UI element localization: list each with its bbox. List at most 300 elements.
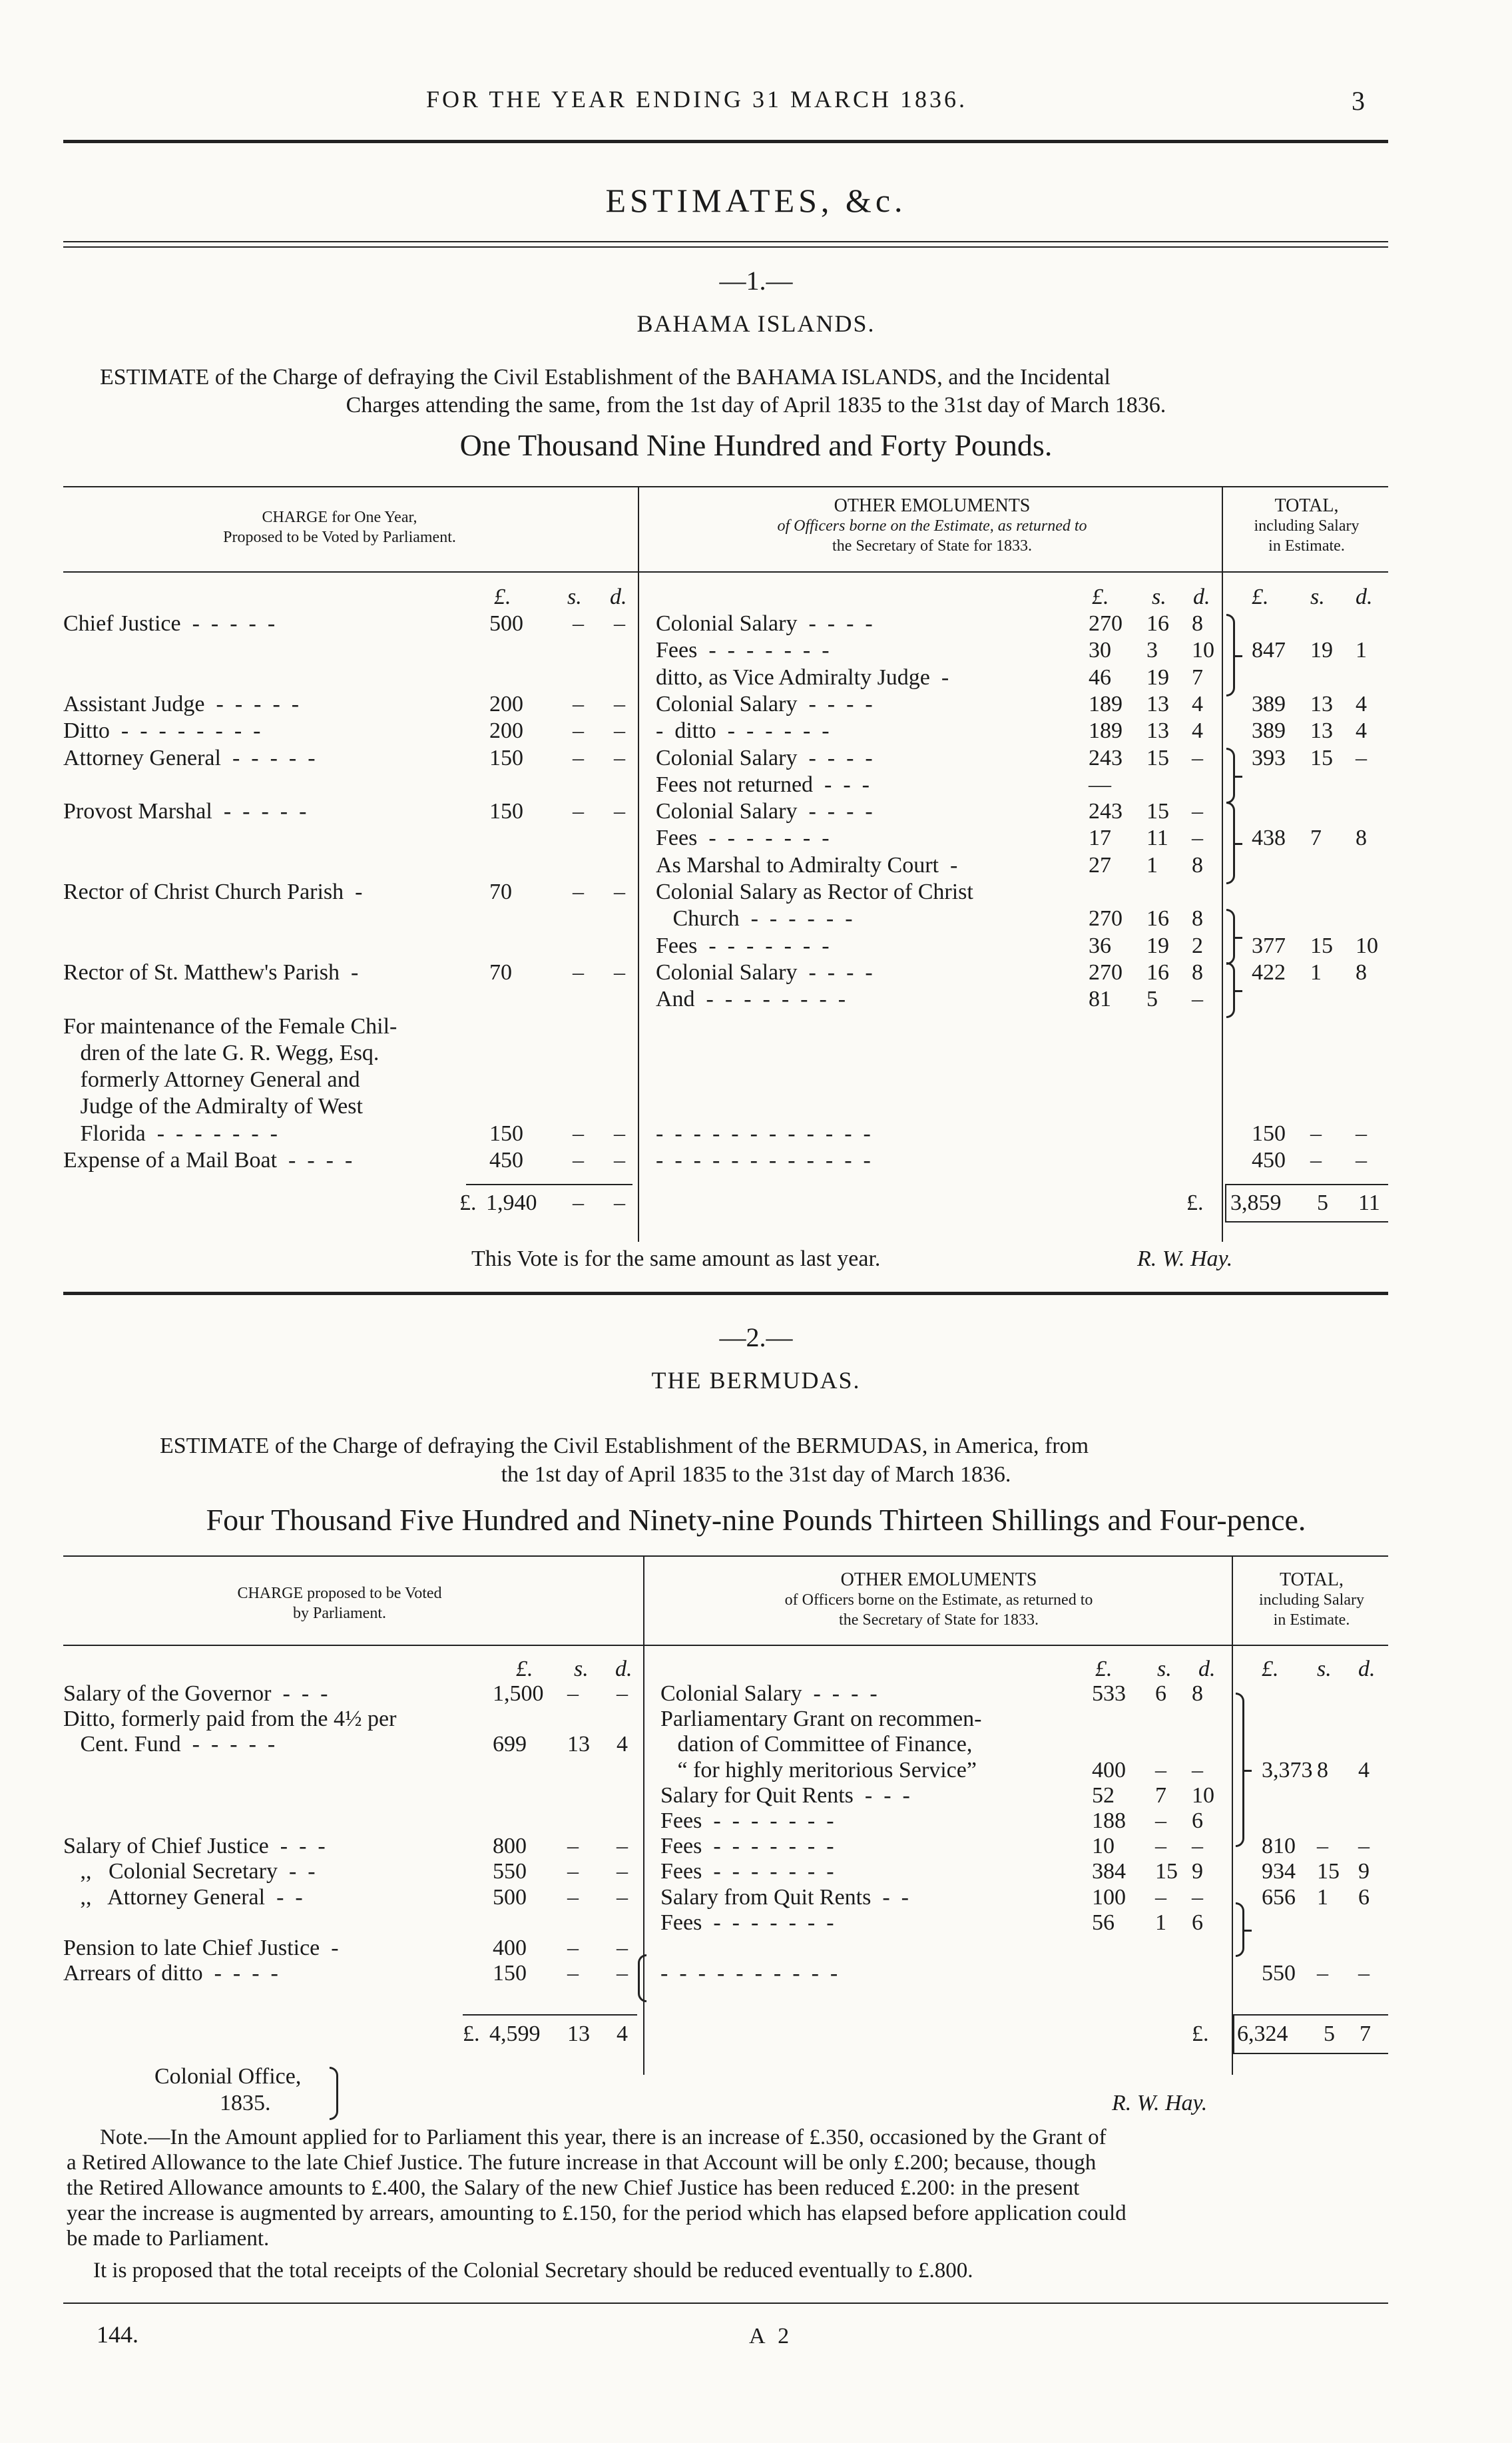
- emolument-pence: 2: [1192, 933, 1203, 958]
- total-pence: –: [1358, 1961, 1370, 1986]
- s2-unit-pence: d.: [615, 1657, 632, 1681]
- table-row: [0, 1885, 1512, 1912]
- emolument-pounds: 243: [1089, 745, 1123, 770]
- table-row: [0, 611, 1512, 638]
- section2-estimate-line2: the 1st day of April 1835 to the 31st day of March 1836.: [501, 1462, 1011, 1487]
- emolument-pounds: —: [1089, 772, 1111, 797]
- s2-unit-pence-2: d.: [1198, 1657, 1216, 1681]
- s1-emol-header: [666, 496, 1198, 556]
- emolument-shillings: 19: [1146, 933, 1169, 958]
- emolument-label: - ditto - - - - - -: [656, 718, 830, 744]
- charge-pence: –: [614, 611, 625, 636]
- s1-emol-header-l2: of Officers borne on the Estimate, as returned to: [777, 517, 1087, 535]
- table-row: [0, 960, 1512, 987]
- s2-total-header-l3: in Estimate.: [1273, 1611, 1350, 1629]
- emolument-label: Fees - - - - - - -: [660, 1910, 834, 1935]
- charge-pence: –: [614, 691, 625, 716]
- emolument-label: Fees - - - - - - -: [656, 826, 830, 851]
- total-shillings: 1: [1317, 1884, 1328, 1910]
- s1-total-rule-all: [1225, 1184, 1388, 1185]
- table-row: [0, 718, 1512, 745]
- charge-pence: –: [617, 1961, 628, 1986]
- total-pounds: 656: [1262, 1884, 1296, 1910]
- emolument-shillings: 11: [1146, 826, 1168, 851]
- total-pounds: 393: [1252, 745, 1286, 770]
- s2-unit-pound-3: £.: [1262, 1657, 1279, 1681]
- title-rule-2: [63, 246, 1388, 248]
- s1-total-header-l2: including Salary: [1254, 517, 1360, 535]
- emolument-pounds: 36: [1089, 933, 1111, 958]
- charge-shillings: –: [567, 1681, 579, 1706]
- emolument-pounds: 400: [1092, 1757, 1126, 1782]
- row-label: Rector of St. Matthew's Parish -: [63, 959, 359, 985]
- charge-pounds: 699: [493, 1732, 527, 1757]
- s1-emol-header-l1: OTHER EMOLUMENTS: [834, 495, 1031, 516]
- total-shillings: 15: [1310, 933, 1333, 958]
- emolument-shillings: 16: [1146, 959, 1169, 985]
- emolument-pence: 8: [1192, 959, 1203, 985]
- table-row: [0, 746, 1512, 772]
- emolument-label: Fees - - - - - - -: [660, 1859, 834, 1884]
- s2-emol-header-l1: OTHER EMOLUMENTS: [840, 1569, 1037, 1590]
- table-row: [0, 1936, 1512, 1962]
- emolument-pence: 6: [1192, 1808, 1203, 1833]
- total-pounds: 3,373: [1262, 1757, 1313, 1782]
- s1-charge-header-l1: CHARGE for One Year,: [262, 509, 417, 526]
- emolument-pounds: 52: [1092, 1782, 1115, 1808]
- emolument-shillings: 15: [1146, 745, 1169, 770]
- s1-charge-header: [133, 507, 546, 547]
- s2-emol-header-l2: of Officers borne on the Estimate, as returned to: [784, 1591, 1093, 1609]
- table-row: [0, 1910, 1512, 1937]
- table-row: [0, 880, 1512, 906]
- emolument-shillings: 16: [1146, 906, 1169, 932]
- emolument-label: - - - - - - - - - -: [660, 1961, 838, 1986]
- s2-header-bottom-rule: [63, 1645, 1388, 1646]
- s1-unit-shilling-3: s.: [1310, 585, 1325, 609]
- s1-bottom-rule: [63, 1292, 1388, 1295]
- emolument-pence: 4: [1192, 718, 1203, 744]
- s2-charge-header-l1: CHARGE proposed to be Voted: [237, 1585, 442, 1602]
- emolument-shillings: 1: [1155, 1910, 1166, 1935]
- row-label: Attorney General - - - - -: [63, 745, 316, 770]
- s2-office-brace: [330, 2067, 338, 2120]
- charge-pence: –: [617, 1859, 628, 1884]
- emolument-label: Colonial Salary as Rector of Christ: [656, 880, 973, 904]
- charge-shillings: 13: [567, 1732, 590, 1757]
- emolument-pounds: 188: [1092, 1808, 1126, 1833]
- charge-pence: –: [617, 1834, 628, 1859]
- charge-pounds: 70: [489, 880, 512, 904]
- total-shillings: 19: [1310, 638, 1333, 663]
- s2-total-rule-all: [1233, 2014, 1388, 2016]
- total-shillings: –: [1317, 1961, 1328, 1986]
- s1-total-charge-prefix: £.: [459, 1191, 477, 1215]
- s2-total-charge-prefix: £.: [463, 2022, 480, 2046]
- s1-unit-shilling-2: s.: [1152, 585, 1166, 609]
- row-label: Florida - - - - - - -: [63, 1121, 278, 1146]
- s2-table-top-rule: [63, 1555, 1388, 1557]
- total-pounds: 422: [1252, 959, 1286, 985]
- emolument-label: Fees - - - - - - -: [656, 933, 830, 958]
- s1-total-all-box-bottom: [1225, 1221, 1388, 1222]
- emolument-pence: 7: [1192, 665, 1203, 690]
- emolument-pence: –: [1192, 826, 1203, 851]
- emolument-label: As Marshal to Admiralty Court -: [656, 852, 958, 878]
- emolument-label: Parliamentary Grant on recommen-: [660, 1707, 982, 1732]
- section1-amount-words: One Thousand Nine Hundred and Forty Pounds.: [459, 428, 1053, 462]
- emolument-shillings: –: [1155, 1834, 1166, 1859]
- total-shillings: 13: [1310, 691, 1333, 716]
- emolument-pence: 6: [1192, 1910, 1203, 1935]
- total-shillings: 15: [1317, 1859, 1340, 1884]
- s1-total-all-l: 3,859: [1230, 1191, 1282, 1215]
- emolument-label: Colonial Salary - - - -: [656, 691, 873, 716]
- emolument-pence: 9: [1192, 1859, 1203, 1884]
- table-row: [0, 906, 1512, 933]
- table-row: [0, 772, 1512, 799]
- charge-pence: 4: [617, 1732, 628, 1757]
- charge-pence: –: [617, 1936, 628, 1960]
- total-pounds: 150: [1252, 1121, 1286, 1146]
- head-rule: [63, 140, 1388, 143]
- row-label: Ditto - - - - - - - -: [63, 718, 261, 744]
- table-row: [0, 1681, 1512, 1708]
- emolument-pounds: 243: [1089, 799, 1123, 824]
- emolument-label: Colonial Salary - - - -: [656, 745, 873, 770]
- s1-unit-pound-2: £.: [1092, 585, 1109, 609]
- s1-header-bottom-rule: [63, 571, 1388, 573]
- emolument-pence: 10: [1192, 638, 1214, 663]
- total-pence: –: [1356, 1148, 1367, 1173]
- total-pounds: 377: [1252, 933, 1286, 958]
- running-head: FOR THE YEAR ENDING 31 MARCH 1836.: [426, 86, 968, 113]
- s1-units-row: [0, 585, 1512, 611]
- s1-brace: [1226, 802, 1235, 884]
- table-row: [0, 1707, 1512, 1733]
- total-shillings: –: [1310, 1148, 1322, 1173]
- total-pounds: 847: [1252, 638, 1286, 663]
- emolument-pounds: 27: [1089, 852, 1111, 878]
- s2-note-line6: It is proposed that the total receipts of the Colonial Secretary should be reduced eventually to £.800.: [93, 2259, 973, 2283]
- charge-pounds: 150: [489, 799, 523, 824]
- table-row: [0, 1808, 1512, 1835]
- total-pence: –: [1358, 1834, 1370, 1859]
- total-shillings: 7: [1310, 826, 1322, 851]
- s2-unit-pence-3: d.: [1358, 1657, 1376, 1681]
- total-pence: 9: [1358, 1859, 1370, 1884]
- s2-emol-header-l3: the Secretary of State for 1833.: [839, 1611, 1039, 1629]
- s1-total-row: [0, 1191, 1512, 1217]
- total-shillings: 13: [1310, 718, 1333, 744]
- charge-shillings: –: [567, 1859, 579, 1884]
- row-label: ,, Colonial Secretary - -: [63, 1859, 316, 1884]
- charge-shillings: –: [573, 1121, 584, 1146]
- row-label: Chief Justice - - - - -: [63, 611, 276, 636]
- s1-total-rule-charge: [466, 1184, 632, 1185]
- s1-total-header-l3: in Estimate.: [1268, 537, 1345, 555]
- row-label: Assistant Judge - - - - -: [63, 691, 300, 716]
- emolument-pounds: 100: [1092, 1884, 1126, 1910]
- emolument-pence: –: [1192, 1884, 1203, 1910]
- emolument-shillings: 1: [1146, 852, 1158, 878]
- row-label: dren of the late G. R. Wegg, Esq.: [63, 1040, 379, 1065]
- s2-note-line5: be made to Parliament.: [67, 2227, 270, 2251]
- total-pounds: 389: [1252, 718, 1286, 744]
- footer-center: A 2: [749, 2324, 794, 2348]
- charge-shillings: –: [573, 611, 584, 636]
- emolument-label: Colonial Salary - - - -: [656, 959, 873, 985]
- s1-total-all-d: 11: [1358, 1191, 1380, 1215]
- charge-shillings: –: [573, 959, 584, 985]
- s2-total-header: [1235, 1570, 1388, 1630]
- table-row: [0, 853, 1512, 880]
- page-title: ESTIMATES, &c.: [605, 182, 907, 219]
- emolument-pounds: 189: [1089, 691, 1123, 716]
- emolument-label: Fees not returned - - -: [656, 772, 870, 797]
- emolument-pence: –: [1192, 987, 1203, 1012]
- table-row: [0, 826, 1512, 852]
- total-pounds: 810: [1262, 1834, 1296, 1859]
- emolument-pence: 8: [1192, 611, 1203, 636]
- table-row: [0, 1148, 1512, 1175]
- row-label: ,, Attorney General - -: [63, 1884, 303, 1910]
- s2-unit-pound-2: £.: [1095, 1657, 1113, 1681]
- charge-pence: –: [617, 1681, 628, 1706]
- charge-pence: –: [617, 1884, 628, 1910]
- section1-estimate-line1: ESTIMATE of the Charge of defraying the Civil Establishment of the BAHAMA ISLANDS, and the Incidental: [100, 365, 1111, 390]
- section1-heading: BAHAMA ISLANDS.: [636, 310, 876, 337]
- emolument-shillings: 5: [1146, 987, 1158, 1012]
- emolument-shillings: 13: [1146, 691, 1169, 716]
- emolument-pounds: 46: [1089, 665, 1111, 690]
- s1-unit-pound: £.: [494, 585, 511, 609]
- emolument-label: Church - - - - - -: [656, 906, 853, 932]
- emolument-shillings: –: [1155, 1757, 1166, 1782]
- s1-unit-shilling: s.: [567, 585, 582, 609]
- total-shillings: 15: [1310, 745, 1333, 770]
- emolument-pounds: 81: [1089, 987, 1111, 1012]
- s2-note-line4: year the increase is augmented by arrears, amounting to £.150, for the period which has elapsed before application could: [67, 2201, 1127, 2225]
- s1-unit-pence: d.: [610, 585, 627, 609]
- s1-signature: R. W. Hay.: [1137, 1246, 1233, 1271]
- footer-left: 144.: [97, 2321, 138, 2348]
- emolument-shillings: –: [1155, 1808, 1166, 1833]
- emolument-shillings: 16: [1146, 611, 1169, 636]
- emolument-label: Colonial Salary - - - -: [656, 611, 873, 636]
- row-label: formerly Attorney General and: [63, 1067, 360, 1093]
- table-row: [0, 799, 1512, 826]
- total-shillings: 1: [1310, 959, 1322, 985]
- charge-pounds: 200: [489, 718, 523, 744]
- total-pence: 6: [1358, 1884, 1370, 1910]
- charge-pence: –: [614, 799, 625, 824]
- s1-brace: [1226, 909, 1235, 965]
- section2-estimate-line1: ESTIMATE of the Charge of defraying the Civil Establishment of the BERMUDAS, in America, from: [160, 1434, 1089, 1458]
- emolument-label: - - - - - - - - - - - -: [656, 1121, 871, 1146]
- s1-vote-note: This Vote is for the same amount as last year.: [471, 1246, 881, 1271]
- total-shillings: 8: [1317, 1757, 1328, 1782]
- table-row: [0, 1961, 1512, 1988]
- emolument-pence: –: [1192, 1834, 1203, 1859]
- emolument-pounds: 30: [1089, 638, 1111, 663]
- emolument-pence: 10: [1192, 1782, 1214, 1808]
- charge-pounds: 500: [489, 611, 523, 636]
- emolument-pence: 8: [1192, 906, 1203, 932]
- s1-emol-header-l3: the Secretary of State for 1833.: [832, 537, 1032, 555]
- total-shillings: –: [1317, 1834, 1328, 1859]
- s2-unit-shilling-2: s.: [1157, 1657, 1172, 1681]
- emolument-shillings: 3: [1146, 638, 1158, 663]
- table-row: [0, 1783, 1512, 1810]
- row-label: Expense of a Mail Boat - - - -: [63, 1148, 353, 1173]
- table-row: [0, 1859, 1512, 1886]
- charge-pence: –: [614, 959, 625, 985]
- charge-pence: –: [614, 718, 625, 744]
- emolument-pence: –: [1192, 799, 1203, 824]
- table-row: [0, 638, 1512, 665]
- table-row: [0, 1121, 1512, 1148]
- charge-pounds: 1,500: [493, 1681, 544, 1706]
- table-row: [0, 1834, 1512, 1860]
- row-label: Provost Marshal - - - - -: [63, 799, 307, 824]
- emolument-label: And - - - - - - - -: [656, 987, 846, 1012]
- table-row: [0, 1758, 1512, 1784]
- s1-total-header: [1225, 496, 1388, 556]
- s2-charge-header: [133, 1583, 546, 1623]
- total-pence: 10: [1356, 933, 1378, 958]
- s2-unit-pound: £.: [516, 1657, 533, 1681]
- charge-pounds: 150: [493, 1961, 527, 1986]
- s1-total-charge-l: 1,940: [486, 1191, 537, 1215]
- s1-unit-pence-2: d.: [1193, 585, 1210, 609]
- emolument-shillings: 13: [1146, 718, 1169, 744]
- charge-pounds: 800: [493, 1834, 527, 1859]
- charge-pence: –: [614, 745, 625, 770]
- s1-total-header-l1: TOTAL,: [1274, 495, 1339, 516]
- emolument-pounds: 189: [1089, 718, 1123, 744]
- total-pence: –: [1356, 745, 1367, 770]
- total-pounds: 450: [1252, 1148, 1286, 1173]
- s2-unit-shilling-3: s.: [1317, 1657, 1332, 1681]
- s2-total-charge-s: 13: [567, 2022, 590, 2046]
- s1-unit-pound-3: £.: [1252, 585, 1269, 609]
- charge-shillings: –: [573, 691, 584, 716]
- emolument-pence: –: [1192, 1757, 1203, 1782]
- row-label: Cent. Fund - - - - -: [63, 1732, 276, 1757]
- s1-total-charge-s: –: [573, 1191, 584, 1215]
- charge-pounds: 450: [489, 1148, 523, 1173]
- table-row: [0, 987, 1512, 1013]
- row-label: Pension to late Chief Justice -: [63, 1936, 339, 1960]
- emolument-pounds: 533: [1092, 1681, 1126, 1706]
- emolument-label: “ for highly meritorious Service”: [660, 1757, 977, 1782]
- total-shillings: –: [1310, 1121, 1322, 1146]
- table-row: [0, 1041, 1512, 1067]
- s2-note-line1: Note.—In the Amount applied for to Parliament this year, there is an increase of £.350, occasioned by the Grant of: [100, 2125, 1107, 2149]
- table-row: [0, 1014, 1512, 1041]
- row-label: Arrears of ditto - - - -: [63, 1961, 278, 1986]
- total-pence: 4: [1356, 718, 1367, 744]
- s2-total-row: [0, 2022, 1512, 2048]
- row-label: Salary of Chief Justice - - -: [63, 1834, 326, 1859]
- charge-shillings: –: [567, 1884, 579, 1910]
- emolument-shillings: 15: [1146, 799, 1169, 824]
- table-row: [0, 692, 1512, 718]
- s2-total-charge-l: 4,599: [489, 2022, 541, 2046]
- section2-amount-words: Four Thousand Five Hundred and Ninety-nine Pounds Thirteen Shillings and Four-pence.: [206, 1503, 1306, 1537]
- emolument-shillings: 6: [1155, 1681, 1166, 1706]
- charge-shillings: –: [573, 718, 584, 744]
- table-row: [0, 1067, 1512, 1094]
- table-row: [0, 1094, 1512, 1121]
- total-pounds: 550: [1262, 1961, 1296, 1986]
- total-pence: 1: [1356, 638, 1367, 663]
- s1-brace: [1226, 748, 1235, 804]
- s2-signature: R. W. Hay.: [1112, 2091, 1208, 2115]
- emolument-pounds: 270: [1089, 611, 1123, 636]
- total-pence: 4: [1358, 1757, 1370, 1782]
- row-label: For maintenance of the Female Chil-: [63, 1013, 397, 1039]
- s2-total-all-box-bottom: [1233, 2053, 1388, 2054]
- emolument-label: - - - - - - - - - - - -: [656, 1148, 871, 1173]
- s1-total-all-box-left: [1225, 1184, 1226, 1221]
- charge-shillings: –: [573, 745, 584, 770]
- table-row: [0, 934, 1512, 960]
- section1-number: —1.—: [719, 266, 793, 296]
- charge-shillings: –: [573, 880, 584, 904]
- total-pounds: 934: [1262, 1859, 1296, 1884]
- s2-emol-header: [666, 1570, 1212, 1630]
- row-label: Ditto, formerly paid from the 4½ per: [63, 1707, 397, 1732]
- emolument-label: Fees - - - - - - -: [660, 1808, 834, 1833]
- emolument-pounds: 56: [1092, 1910, 1115, 1935]
- s2-unit-shilling: s.: [574, 1657, 589, 1681]
- title-rule: [63, 241, 1388, 242]
- emolument-label: Salary from Quit Rents - -: [660, 1884, 909, 1910]
- charge-pounds: 550: [493, 1859, 527, 1884]
- s2-charge-header-l2: by Parliament.: [293, 1605, 386, 1622]
- emolument-pounds: 17: [1089, 826, 1111, 851]
- s2-left-brace: [638, 1954, 646, 2002]
- emolument-shillings: –: [1155, 1884, 1166, 1910]
- s1-brace: [1226, 962, 1235, 1018]
- s2-total-header-l2: including Salary: [1259, 1591, 1364, 1609]
- s2-total-all-s: 5: [1324, 2022, 1335, 2046]
- charge-pounds: 200: [489, 691, 523, 716]
- emolument-pounds: 270: [1089, 906, 1123, 932]
- s2-total-all-prefix: £.: [1192, 2022, 1209, 2046]
- s1-brace: [1226, 614, 1235, 696]
- s1-total-all-prefix: £.: [1186, 1191, 1204, 1215]
- total-pence: 8: [1356, 826, 1367, 851]
- section2-heading: THE BERMUDAS.: [651, 1367, 861, 1394]
- s1-total-all-s: 5: [1317, 1191, 1328, 1215]
- page-number: 3: [1352, 86, 1365, 116]
- s1-charge-header-l2: Proposed to be Voted by Parliament.: [223, 529, 456, 546]
- charge-pounds: 400: [493, 1936, 527, 1960]
- charge-pence: –: [614, 1148, 625, 1173]
- s2-total-all-l: 6,324: [1237, 2022, 1288, 2046]
- s2-brace: [1236, 1902, 1244, 1957]
- emolument-pounds: 10: [1092, 1834, 1115, 1859]
- s2-total-charge-d: 4: [617, 2022, 628, 2046]
- s2-office-year: 1835.: [220, 2091, 271, 2115]
- s2-office: Colonial Office,: [154, 2064, 302, 2089]
- charge-pounds: 150: [489, 745, 523, 770]
- emolument-pence: 4: [1192, 691, 1203, 716]
- s2-total-header-l1: TOTAL,: [1279, 1569, 1344, 1590]
